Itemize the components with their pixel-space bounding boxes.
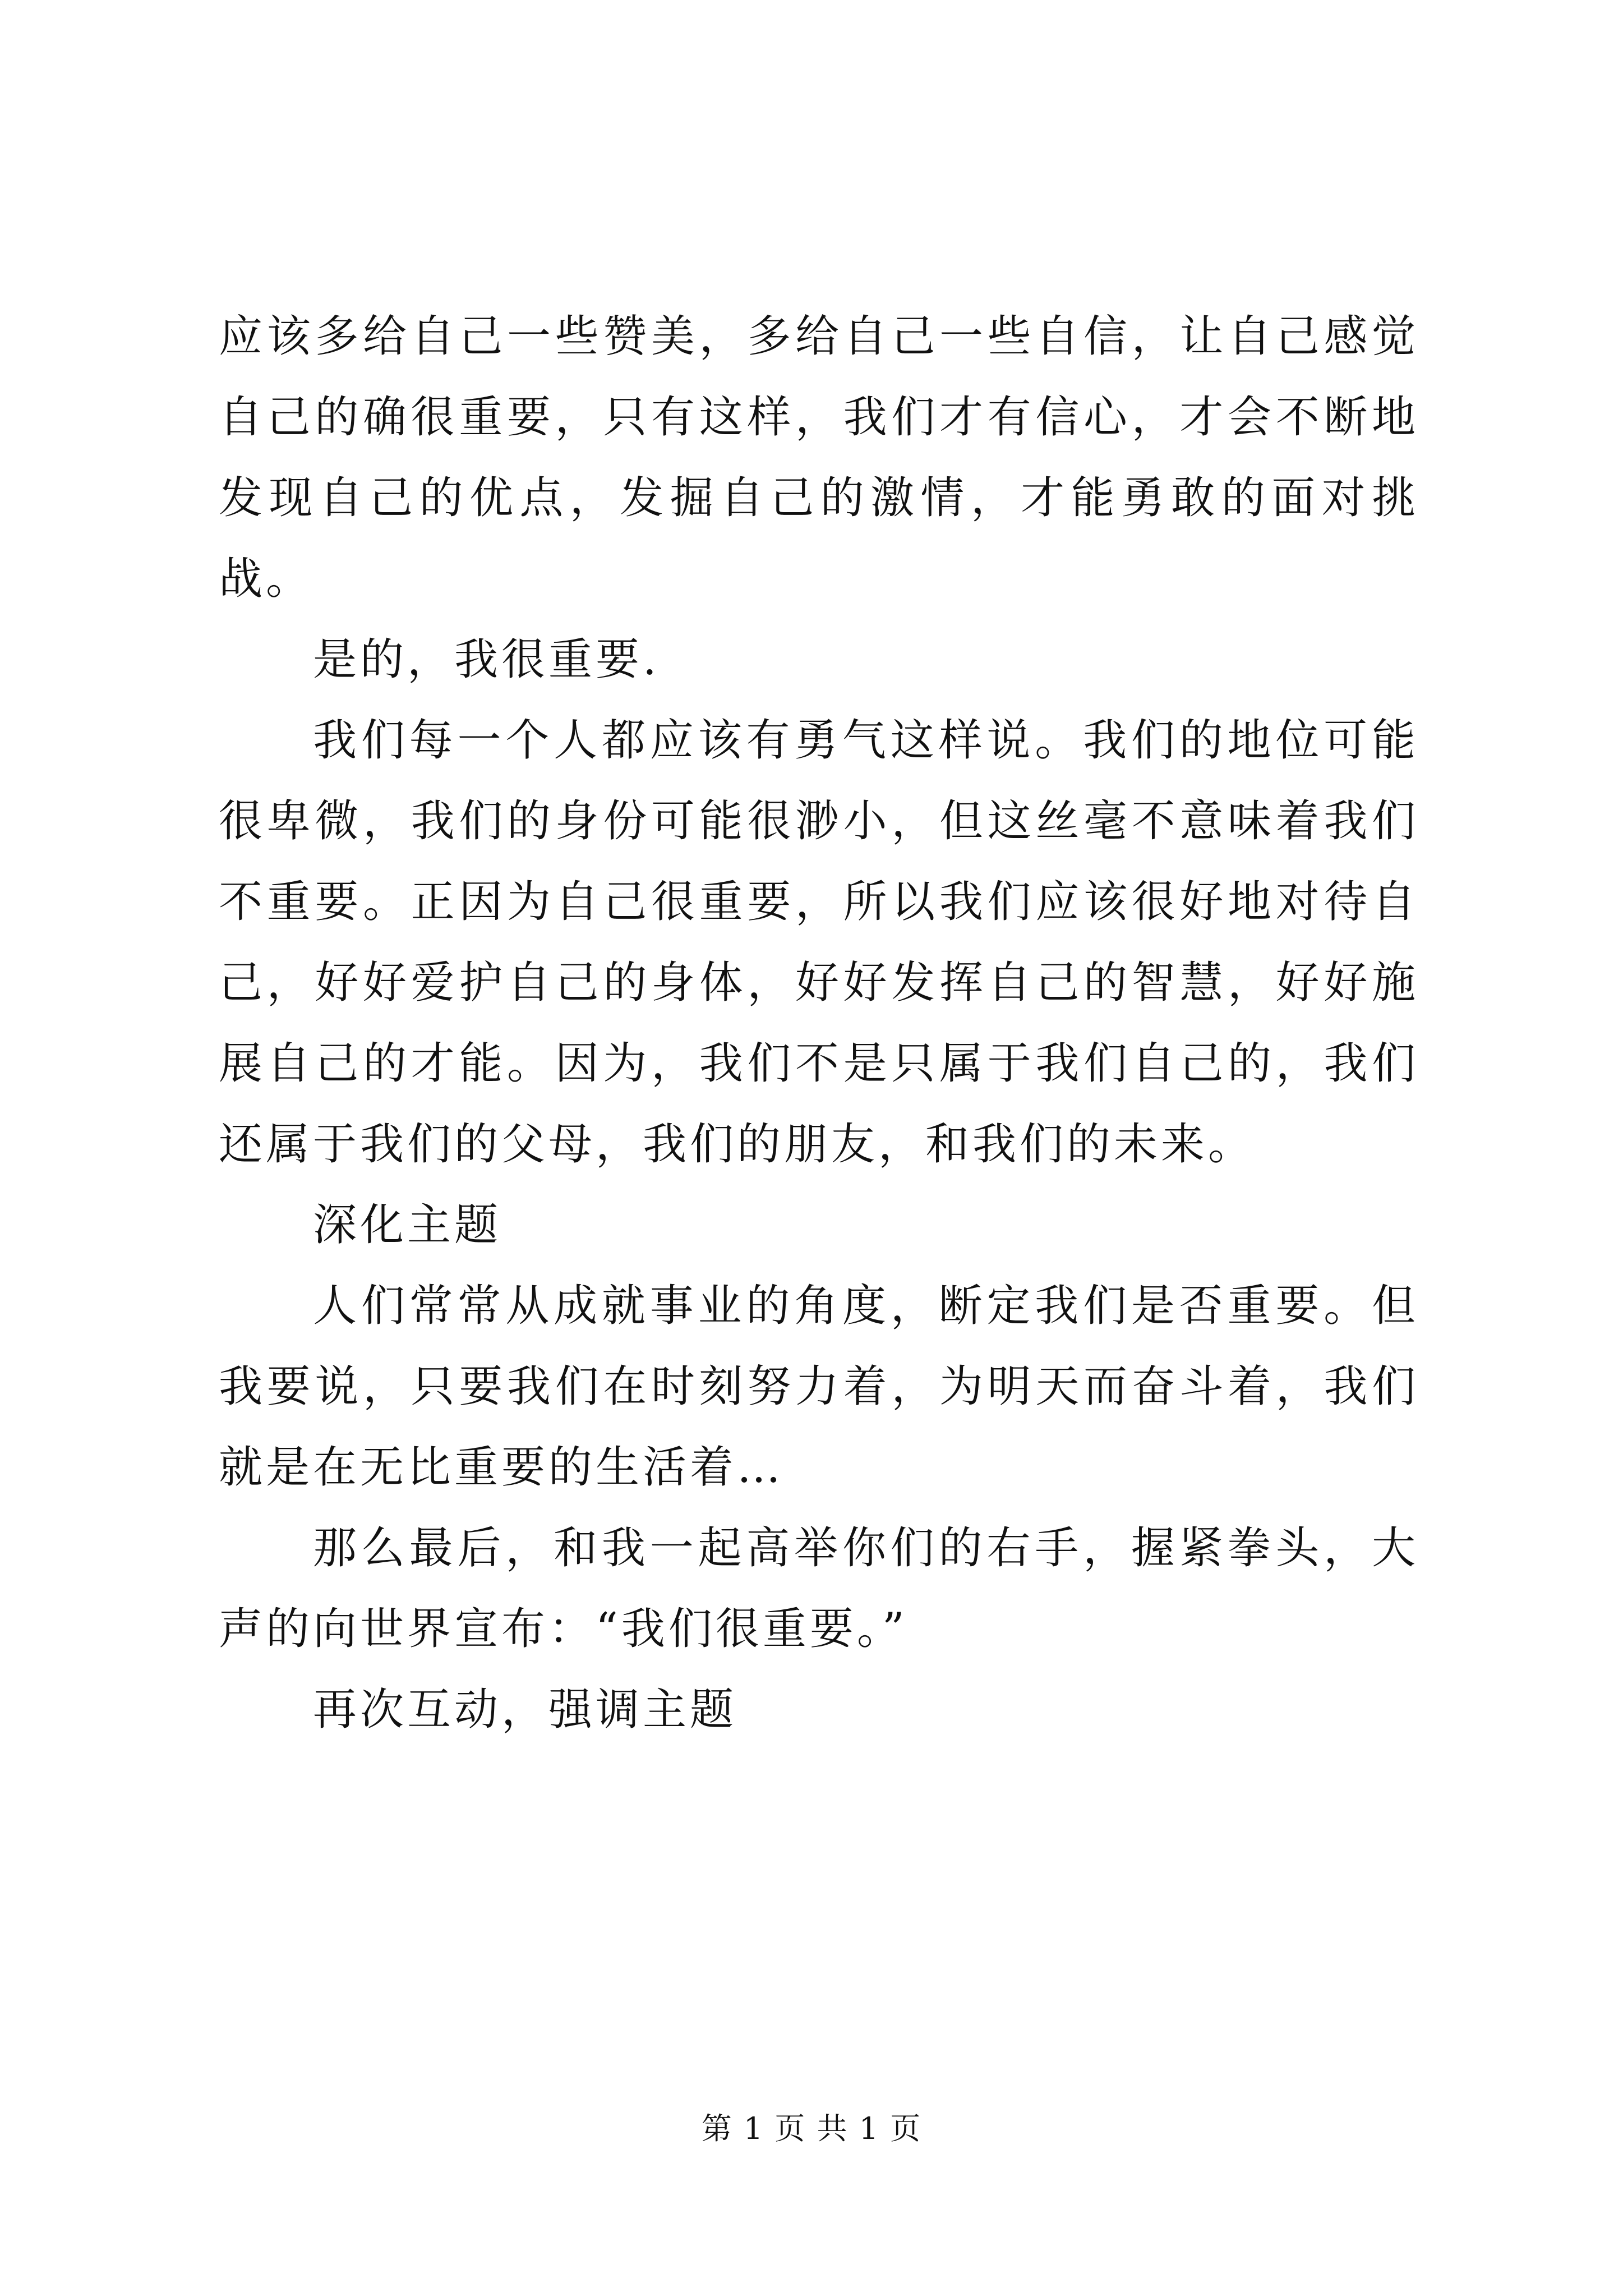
page-footer: 第 1 页 共 1 页: [701, 2111, 922, 2146]
paragraph: 那么最后，和我一起高举你们的右手，握紧拳头，大声的向世界宣布：“我们很重要。”: [219, 1523, 1419, 1654]
paragraph: 应该多给自己一些赞美，多给自己一些自信，让自己感觉自己的确很重要，只有这样，我们才有信心，才会不断地发现自己的优点，发掘自己的激情，才能勇敢的面对挑战。: [219, 311, 1419, 604]
section-heading: 再次互动，强调主题: [313, 1685, 737, 1735]
section-heading: 深化主题: [313, 1200, 502, 1250]
paragraph: 是的，我很重要.: [313, 634, 660, 685]
document-body: [219, 296, 1419, 1750]
paragraph: 我们每一个人都应该有勇气这样说。我们的地位可能很卑微，我们的身份可能很渺小，但这丝毫不意味着我们不重要。正因为自己很重要，所以我们应该很好地对待自己，好好爱护自己的身体，好好发挥自己的智慧，好好施展自己的才能。因为，我们不是只属于我们自己的，我们还属于我们的父母，我们的朋友，和我们的未来。: [219, 715, 1419, 1170]
paragraph: 人们常常从成就事业的角度，断定我们是否重要。但我要说，只要我们在时刻努力着，为明天而奋斗着，我们就是在无比重要的生活着…: [219, 1281, 1419, 1493]
